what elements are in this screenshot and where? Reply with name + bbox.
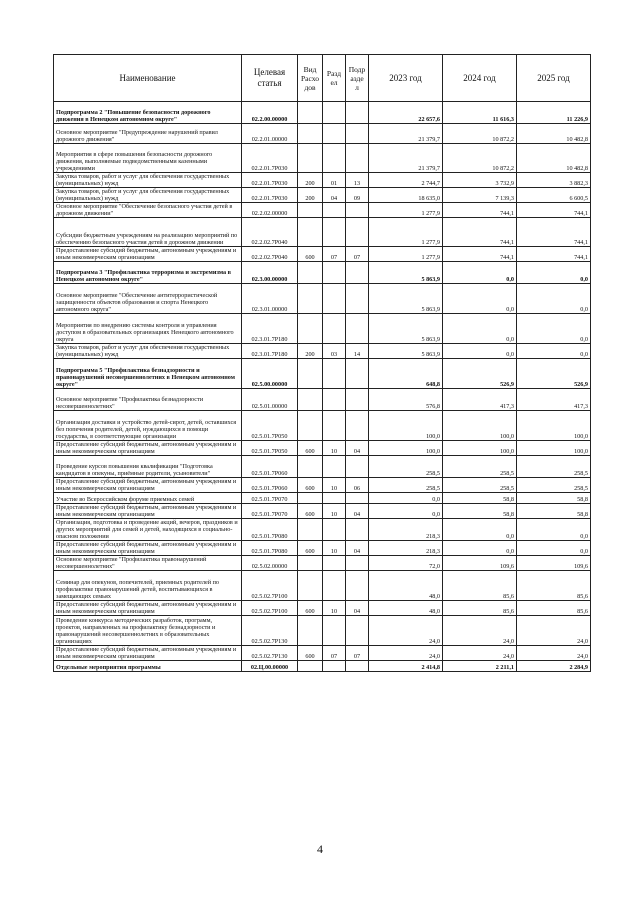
- row-value-2024: 0,0: [443, 262, 517, 284]
- row-name: Организация, подготовка и проведение акций, вечеров, праздников и других мероприятий для семей и детей, находящихся в социально-опасном положении: [54, 519, 242, 541]
- row-value-2024: 10 872,2: [443, 124, 517, 144]
- table-row: [54, 314, 591, 344]
- row-value-2023: 72,0: [369, 556, 443, 571]
- table-row: [54, 504, 591, 519]
- row-value-2024: 0,0: [443, 314, 517, 344]
- row-subsection: [346, 359, 369, 389]
- table-row: [54, 616, 591, 646]
- row-value-2024: 7 139,3: [443, 188, 517, 203]
- row-subsection: 14: [346, 344, 369, 359]
- row-value-2023: 2 744,7: [369, 173, 443, 188]
- row-target-article: 02.5.02.7Р130: [242, 646, 298, 661]
- row-value-2025: 58,8: [517, 504, 591, 519]
- row-value-2023: 1 277,9: [369, 203, 443, 218]
- row-value-2023: 0,0: [369, 504, 443, 519]
- row-expense-type: [298, 203, 323, 218]
- row-target-article: 02.5.01.7Р050: [242, 411, 298, 441]
- table-row: [54, 188, 591, 203]
- row-expense-type: [298, 218, 323, 247]
- row-expense-type: [298, 102, 323, 124]
- row-target-article: 02.2.02.7Р040: [242, 247, 298, 262]
- row-value-2024: 417,3: [443, 389, 517, 411]
- row-section: 10: [323, 504, 346, 519]
- table-row: [54, 359, 591, 389]
- row-name: Мероприятия по внедрению системы контроля и управления доступом в образовательных организациях Ненецкого автономного округа: [54, 314, 242, 344]
- row-value-2023: 5 863,9: [369, 314, 443, 344]
- row-expense-type: 600: [298, 601, 323, 616]
- row-subsection: [346, 314, 369, 344]
- row-target-article: 02.2.01.7Р030: [242, 144, 298, 173]
- row-value-2024: 744,1: [443, 218, 517, 247]
- row-value-2024: 58,8: [443, 493, 517, 504]
- row-value-2023: 576,8: [369, 389, 443, 411]
- row-expense-type: 200: [298, 344, 323, 359]
- header-2025: 2025 год: [517, 55, 591, 102]
- row-subsection: 07: [346, 646, 369, 661]
- row-value-2024: 744,1: [443, 203, 517, 218]
- row-subsection: [346, 411, 369, 441]
- row-value-2023: 22 657,6: [369, 102, 443, 124]
- row-value-2025: 0,0: [517, 284, 591, 314]
- row-target-article: 02.2.00.00000: [242, 102, 298, 124]
- row-name: Предоставление субсидий бюджетным, автономным учреждениям и иным некоммерческим организациям: [54, 247, 242, 262]
- row-section: [323, 203, 346, 218]
- row-subsection: 06: [346, 478, 369, 493]
- row-value-2025: 2 284,9: [517, 661, 591, 672]
- row-target-article: 02.3.01.7Р180: [242, 314, 298, 344]
- row-value-2024: 109,6: [443, 556, 517, 571]
- row-section: [323, 571, 346, 601]
- row-target-article: 02.5.01.7Р050: [242, 441, 298, 456]
- row-section: 10: [323, 541, 346, 556]
- row-subsection: [346, 571, 369, 601]
- row-name: Предоставление субсидий бюджетным, автономным учреждениям и иным некоммерческим организациям: [54, 601, 242, 616]
- header-target-article: Целевая статья: [242, 55, 298, 102]
- row-value-2025: 24,0: [517, 616, 591, 646]
- row-expense-type: [298, 284, 323, 314]
- table-row: [54, 203, 591, 218]
- row-target-article: 02.5.02.00000: [242, 556, 298, 571]
- row-value-2023: 24,0: [369, 616, 443, 646]
- table-row: [54, 456, 591, 478]
- row-target-article: 02.5.00.00000: [242, 359, 298, 389]
- row-value-2023: 2 414,8: [369, 661, 443, 672]
- row-value-2024: 24,0: [443, 646, 517, 661]
- row-name: Закупка товаров, работ и услуг для обеспечения государственных (муниципальных) нужд: [54, 188, 242, 203]
- row-expense-type: [298, 493, 323, 504]
- row-expense-type: [298, 262, 323, 284]
- row-subsection: 04: [346, 601, 369, 616]
- header-2023: 2023 год: [369, 55, 443, 102]
- row-value-2023: 1 277,9: [369, 247, 443, 262]
- row-name: Основное мероприятие "Обеспечение безопасного участия детей в дорожном движении": [54, 203, 242, 218]
- row-name: Основное мероприятие "Предупреждение нарушений правил дорожного движения": [54, 124, 242, 144]
- row-target-article: 02.2.02.00000: [242, 203, 298, 218]
- row-value-2024: 24,0: [443, 616, 517, 646]
- header-2024: 2024 год: [443, 55, 517, 102]
- row-expense-type: [298, 556, 323, 571]
- row-value-2025: 0,0: [517, 519, 591, 541]
- row-expense-type: [298, 389, 323, 411]
- row-section: 07: [323, 646, 346, 661]
- row-value-2025: 58,8: [517, 493, 591, 504]
- table-row: [54, 601, 591, 616]
- row-subsection: [346, 203, 369, 218]
- row-expense-type: 200: [298, 173, 323, 188]
- row-name: Мероприятия в сфере повышения безопасности дорожного движения, выполняемые подведомственными казенными учреждениями: [54, 144, 242, 173]
- row-name: Предоставление субсидий бюджетным, автономным учреждениям и иным некоммерческим организациям: [54, 541, 242, 556]
- row-subsection: 07: [346, 247, 369, 262]
- row-section: 07: [323, 247, 346, 262]
- row-name: Семинар для опекунов, попечителей, приемных родителей по профилактике правонарушений детей, воспитывающихся в замещающих семьях: [54, 571, 242, 601]
- table-header-row: [54, 55, 591, 102]
- row-value-2024: 85,6: [443, 601, 517, 616]
- row-expense-type: 600: [298, 478, 323, 493]
- row-value-2023: 48,0: [369, 601, 443, 616]
- row-name: Основное мероприятие "Обеспечение антитеррористической защищенности объектов образования и спорта Ненецкого автономного округа": [54, 284, 242, 314]
- row-subsection: [346, 284, 369, 314]
- row-value-2023: 24,0: [369, 646, 443, 661]
- row-section: [323, 493, 346, 504]
- row-section: [323, 389, 346, 411]
- row-expense-type: 200: [298, 188, 323, 203]
- table-row: [54, 541, 591, 556]
- row-value-2025: 109,6: [517, 556, 591, 571]
- row-value-2024: 258,5: [443, 478, 517, 493]
- row-value-2023: 648,8: [369, 359, 443, 389]
- row-subsection: [346, 102, 369, 124]
- row-subsection: [346, 124, 369, 144]
- row-section: [323, 616, 346, 646]
- row-expense-type: 600: [298, 646, 323, 661]
- row-expense-type: [298, 314, 323, 344]
- row-value-2023: 100,0: [369, 441, 443, 456]
- row-subsection: 13: [346, 173, 369, 188]
- row-value-2024: 58,8: [443, 504, 517, 519]
- row-value-2024: 100,0: [443, 441, 517, 456]
- row-subsection: 09: [346, 188, 369, 203]
- header-name: Наименование: [54, 55, 242, 102]
- row-value-2025: 0,0: [517, 344, 591, 359]
- table-row: [54, 102, 591, 124]
- row-name: Предоставление субсидий бюджетным, автономным учреждениям и иным некоммерческим организациям: [54, 504, 242, 519]
- budget-table: [53, 54, 591, 672]
- row-expense-type: [298, 456, 323, 478]
- row-target-article: 02.5.02.7Р130: [242, 616, 298, 646]
- row-section: [323, 411, 346, 441]
- row-target-article: 02.5.01.00000: [242, 389, 298, 411]
- row-name: Отдельные мероприятия программы: [54, 661, 242, 672]
- table-row: [54, 571, 591, 601]
- row-target-article: 02.3.01.00000: [242, 284, 298, 314]
- row-value-2023: 218,3: [369, 541, 443, 556]
- row-value-2025: 85,6: [517, 571, 591, 601]
- row-expense-type: [298, 519, 323, 541]
- row-name: Предоставление субсидий бюджетным, автономным учреждениям и иным некоммерческим организациям: [54, 646, 242, 661]
- row-section: [323, 262, 346, 284]
- row-expense-type: [298, 616, 323, 646]
- row-expense-type: [298, 661, 323, 672]
- row-value-2023: 258,5: [369, 456, 443, 478]
- row-target-article: 02.5.01.7Р080: [242, 541, 298, 556]
- row-subsection: [346, 493, 369, 504]
- row-target-article: 02.2.01.00000: [242, 124, 298, 144]
- row-value-2023: 218,3: [369, 519, 443, 541]
- table-row: [54, 519, 591, 541]
- row-name: Основное мероприятие "Профилактика безнадзорности несовершеннолетних": [54, 389, 242, 411]
- table-body: [54, 102, 591, 672]
- row-expense-type: 600: [298, 441, 323, 456]
- table-row: [54, 493, 591, 504]
- row-value-2025: 0,0: [517, 541, 591, 556]
- row-section: [323, 519, 346, 541]
- row-section: 10: [323, 478, 346, 493]
- row-subsection: [346, 262, 369, 284]
- row-expense-type: [298, 411, 323, 441]
- row-section: 10: [323, 601, 346, 616]
- row-value-2023: 18 635,0: [369, 188, 443, 203]
- row-name: Предоставление субсидий бюджетным, автономным учреждениям и иным некоммерческим организациям: [54, 478, 242, 493]
- row-value-2024: 0,0: [443, 344, 517, 359]
- table-row: [54, 262, 591, 284]
- row-value-2025: 417,3: [517, 389, 591, 411]
- row-section: [323, 284, 346, 314]
- header-section: Разд ел: [323, 55, 346, 102]
- row-value-2025: 0,0: [517, 262, 591, 284]
- row-value-2025: 11 226,9: [517, 102, 591, 124]
- row-target-article: 02.3.01.7Р180: [242, 344, 298, 359]
- row-value-2025: 744,1: [517, 203, 591, 218]
- row-value-2023: 21 379,7: [369, 144, 443, 173]
- row-target-article: 02.5.01.7Р070: [242, 493, 298, 504]
- table-row: [54, 247, 591, 262]
- row-value-2023: 1 277,9: [369, 218, 443, 247]
- row-target-article: 02.2.01.7Р030: [242, 173, 298, 188]
- row-name: Участие во Всероссийском форуме приемных семей: [54, 493, 242, 504]
- table-row: [54, 661, 591, 672]
- row-subsection: [346, 661, 369, 672]
- table-row: [54, 144, 591, 173]
- row-expense-type: [298, 571, 323, 601]
- row-value-2024: 526,9: [443, 359, 517, 389]
- row-target-article: 02.5.02.7Р100: [242, 601, 298, 616]
- table-row: [54, 478, 591, 493]
- row-target-article: 02.5.01.7Р080: [242, 519, 298, 541]
- row-value-2025: 3 882,3: [517, 173, 591, 188]
- row-section: [323, 144, 346, 173]
- row-target-article: 02.5.02.7Р100: [242, 571, 298, 601]
- row-section: [323, 359, 346, 389]
- row-subsection: [346, 519, 369, 541]
- row-target-article: 02.2.02.7Р040: [242, 218, 298, 247]
- row-value-2024: 0,0: [443, 284, 517, 314]
- row-value-2025: 0,0: [517, 314, 591, 344]
- table-row: [54, 218, 591, 247]
- row-target-article: 02.5.01.7Р070: [242, 504, 298, 519]
- row-value-2024: 3 732,9: [443, 173, 517, 188]
- table-row: [54, 441, 591, 456]
- row-subsection: [346, 218, 369, 247]
- row-subsection: [346, 389, 369, 411]
- row-value-2024: 258,5: [443, 456, 517, 478]
- row-expense-type: 600: [298, 247, 323, 262]
- header-subsection: Подр азде л: [346, 55, 369, 102]
- row-section: [323, 314, 346, 344]
- row-name: Подпрограмма 3 "Профилактика терроризма и экстремизма в Ненецком автономном округе": [54, 262, 242, 284]
- row-expense-type: [298, 359, 323, 389]
- row-expense-type: 600: [298, 504, 323, 519]
- row-value-2025: 100,0: [517, 411, 591, 441]
- table-row: [54, 344, 591, 359]
- row-target-article: 02.5.01.7Р060: [242, 456, 298, 478]
- table-row: [54, 284, 591, 314]
- row-value-2024: 0,0: [443, 541, 517, 556]
- row-target-article: 02.Ц.00.00000: [242, 661, 298, 672]
- row-section: [323, 102, 346, 124]
- row-value-2025: 526,9: [517, 359, 591, 389]
- row-value-2024: 100,0: [443, 411, 517, 441]
- row-subsection: [346, 556, 369, 571]
- row-name: Закупка товаров, работ и услуг для обеспечения государственных (муниципальных) нужд: [54, 173, 242, 188]
- row-name: Субсидии бюджетным учреждениям на реализацию мероприятий по обеспечению безопасного участия детей в дорожном движении: [54, 218, 242, 247]
- row-value-2025: 744,1: [517, 247, 591, 262]
- table-row: [54, 173, 591, 188]
- row-value-2025: 258,5: [517, 456, 591, 478]
- table-row: [54, 646, 591, 661]
- row-value-2025: 258,5: [517, 478, 591, 493]
- row-name: Подпрограмма 5 "Профилактика безнадзорности и правонарушений несовершеннолетних в Ненецком автономном округе": [54, 359, 242, 389]
- table-row: [54, 389, 591, 411]
- row-value-2023: 5 863,9: [369, 344, 443, 359]
- row-expense-type: 600: [298, 541, 323, 556]
- row-section: [323, 456, 346, 478]
- row-value-2025: 10 482,8: [517, 124, 591, 144]
- row-name: Организация доставки и устройство детей-сирот, детей, оставшихся без попечения родителей, детей, нуждающихся в помощи государства, в соответствующие организации: [54, 411, 242, 441]
- row-section: [323, 218, 346, 247]
- row-section: [323, 661, 346, 672]
- row-section: [323, 124, 346, 144]
- row-value-2024: 11 616,3: [443, 102, 517, 124]
- row-value-2025: 24,0: [517, 646, 591, 661]
- row-section: 01: [323, 173, 346, 188]
- row-value-2024: 744,1: [443, 247, 517, 262]
- row-subsection: 04: [346, 441, 369, 456]
- row-name: Проведение конкурса методических разработок, программ, проектов, направленных на профилактику безнадзорности и правонарушений несовершеннолетних в образовательных организациях: [54, 616, 242, 646]
- row-value-2024: 85,6: [443, 571, 517, 601]
- row-name: Предоставление субсидий бюджетным, автономным учреждениям и иным некоммерческим организациям: [54, 441, 242, 456]
- row-section: 04: [323, 188, 346, 203]
- row-value-2023: 5 863,9: [369, 262, 443, 284]
- row-section: 10: [323, 441, 346, 456]
- row-value-2025: 6 600,5: [517, 188, 591, 203]
- table-row: [54, 124, 591, 144]
- row-expense-type: [298, 124, 323, 144]
- row-value-2025: 85,6: [517, 601, 591, 616]
- row-value-2023: 100,0: [369, 411, 443, 441]
- row-value-2023: 48,0: [369, 571, 443, 601]
- row-subsection: 04: [346, 541, 369, 556]
- row-name: Подпрограмма 2 "Повышение безопасности дорожного движения в Ненецком автономном округе": [54, 102, 242, 124]
- row-value-2023: 258,5: [369, 478, 443, 493]
- table-row: [54, 556, 591, 571]
- row-value-2024: 10 872,2: [443, 144, 517, 173]
- row-target-article: 02.3.00.00000: [242, 262, 298, 284]
- row-expense-type: [298, 144, 323, 173]
- page-number: 4: [317, 842, 323, 856]
- row-value-2025: 744,1: [517, 218, 591, 247]
- row-value-2023: 21 379,7: [369, 124, 443, 144]
- row-value-2023: 5 863,9: [369, 284, 443, 314]
- row-name: Проведение курсов повышения квалификации "Подготовка кандидатов в опекуны, приёмные родители, усыновители": [54, 456, 242, 478]
- table-row: [54, 411, 591, 441]
- row-section: [323, 556, 346, 571]
- row-name: Основное мероприятие "Профилактика правонарушений несовершеннолетних": [54, 556, 242, 571]
- row-target-article: 02.5.01.7Р060: [242, 478, 298, 493]
- row-section: 03: [323, 344, 346, 359]
- row-value-2024: 0,0: [443, 519, 517, 541]
- row-subsection: [346, 616, 369, 646]
- row-value-2025: 10 482,8: [517, 144, 591, 173]
- row-value-2023: 0,0: [369, 493, 443, 504]
- header-expense-type: Вид Расхо дов: [298, 55, 323, 102]
- row-subsection: 04: [346, 504, 369, 519]
- row-target-article: 02.2.01.7Р030: [242, 188, 298, 203]
- row-subsection: [346, 456, 369, 478]
- row-value-2024: 2 211,1: [443, 661, 517, 672]
- row-subsection: [346, 144, 369, 173]
- row-name: Закупка товаров, работ и услуг для обеспечения государственных (муниципальных) нужд: [54, 344, 242, 359]
- row-value-2025: 100,0: [517, 441, 591, 456]
